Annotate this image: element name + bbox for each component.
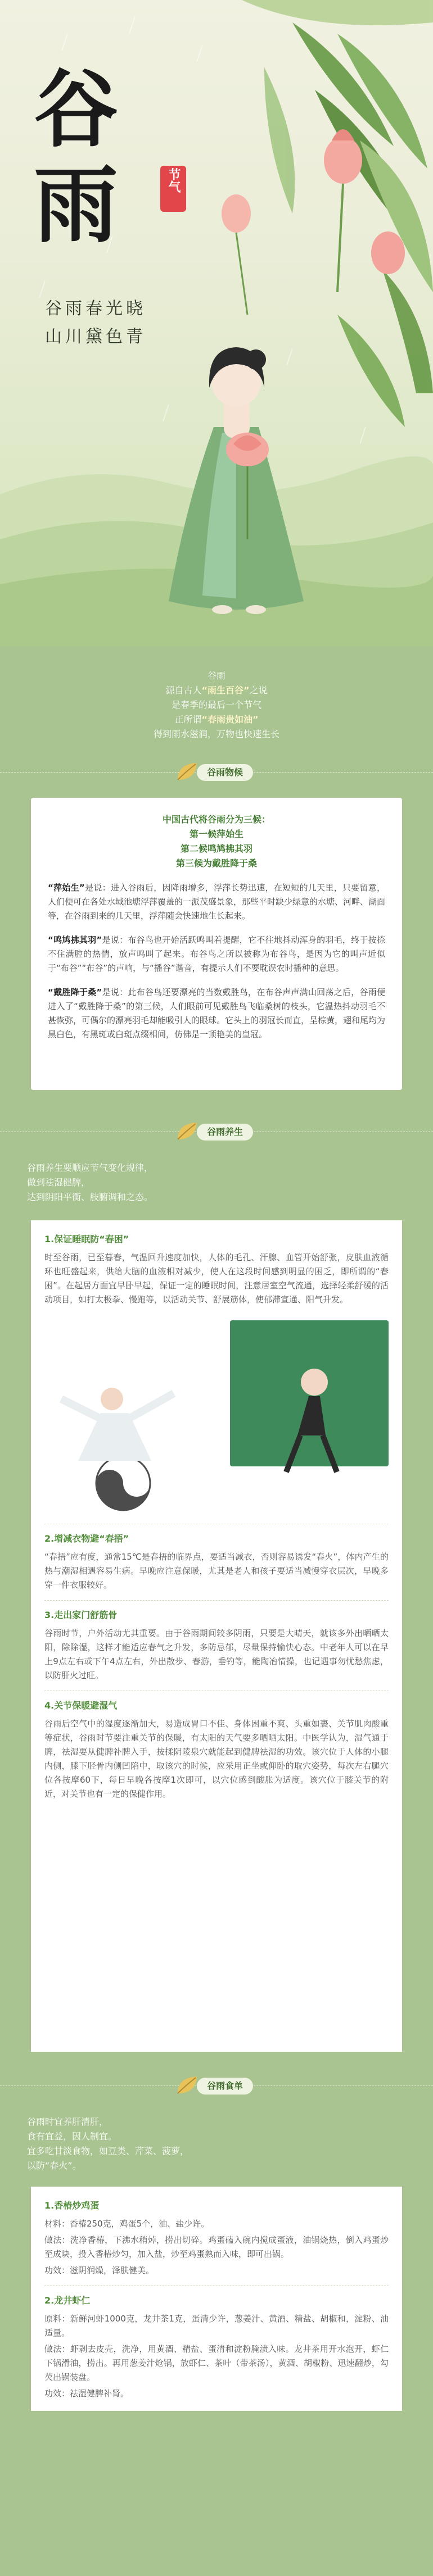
headline-line: 第二候鸣鸠拂其羽 — [180, 843, 252, 854]
plain-line: 谷雨时宜养肝清肝， — [27, 2116, 109, 2127]
topic-title: 3.走出家门舒筋骨 — [44, 1610, 118, 1620]
section-banner-wuhou — [0, 747, 433, 798]
headline-line: 第一候萍始生 — [189, 829, 243, 839]
topic-text: 谷雨后空气中的湿度逐渐加大，易造成胃口不佳、身体困重不爽、头重如裹、关节肌肉酸重等症状，谷雨时节要注重关节的保暖，有太阳的天气要多晒晒太阳。中医学认为，湿气通于脾，祛湿要从健脾补脾入手，按揉阴陵泉穴就能起到健脾祛湿的功效。该穴位于人体的小腿内侧，膝下胫骨内侧凹陷中，取该穴的时候，应采用正坐或仰卧的取穴姿势，每次左右腿穴位各按摩60下，每日早晚各按摩1次即可，以穴位感到酸胀为适度。该穴位于膝关节的附近，对关节也有一定的保健作用。 — [44, 1719, 389, 1799]
jieqi-seal — [160, 166, 186, 212]
intro-line: 谷雨 — [207, 670, 225, 681]
hero-title — [34, 62, 118, 253]
exercise-illustration — [44, 1315, 389, 1517]
paragraph-body: 是说：布谷鸟也开始活跃鸣叫着提醒，它不往地抖动浑身的羽毛，终于按捺不住满腔的热情，放声鸣叫了起来。布谷鸟之所以被称为布谷鸟，是因为它的叫声近似于“布谷”“布谷”的声响，与“播谷”谐音，有提示人们不要耽误农时播种的意思。 — [48, 935, 385, 973]
intro-line: 是春季的最后一个节气 — [171, 699, 261, 710]
topic-title: 4.关节保暖避湿气 — [44, 1700, 118, 1711]
paragraph-body: 是说：进入谷雨后，因降雨增多，浮萍长势迅速，在短短的几天里，只要留意，人们便可在各处水域池塘浮萍覆盖的一派茂盛景象，那些平时缺少绿意的水塘、河畔、湖面等，在谷雨到来的几天里，浮萍随会快速地生长起来。 — [48, 883, 386, 921]
wuhou-card — [31, 798, 402, 1090]
recipe-title: 1.香椿炒鸡蛋 — [44, 2200, 100, 2211]
recipe-ingredients: 材料：香椿250克，鸡蛋5个，油、盐少许。 — [44, 2219, 210, 2229]
poem-line-2: 山川黛色青 — [45, 327, 146, 347]
paragraph-body: 是说：此布谷鸟还要漂亮的当数戴胜鸟，在布谷声声满山回荡之后，谷雨便进入了“戴胜降于桑”的第三候，人们眼前可见戴胜鸟飞临桑树的枝头，它温热抖动羽毛不甚恢弥，可偶尔的漂亮羽毛却能吸引人的眼球。它头上的羽冠长而直，呈棕黄，翅和尾均为黑白色，有黑斑或白斑点缀相间，仿佛是一顶艳美的皇冠。 — [48, 987, 386, 1039]
shidan-intro — [27, 2111, 406, 2181]
yangsheng-card — [31, 1220, 402, 2052]
plain-line: 谷雨养生要顺应节气变化规律， — [27, 1162, 154, 1173]
poem-line-1: 谷雨春光晓 — [45, 299, 146, 319]
headline-line: 中国古代将谷雨分为三候： — [162, 814, 270, 825]
topic-title: 1.保证睡眠防“春困” — [44, 1234, 129, 1244]
plain-line: 做到祛湿健脾， — [27, 1177, 91, 1188]
topic-text: 谷雨时节，户外活动尤其重要。由于谷雨期间较多阴雨，只要是大晴天，就该多外出晒晒太阳，除除湿，这样才能适应春气之升发，多防忌郁，尽量保持愉快心态。中老年人可以在早上9点左右或下午4点左右，外出散步、春游，垂钓等，能陶冶情操，也记遇事勿忧愁焦虑，以防肝火过旺。 — [44, 1628, 389, 1680]
recipe-method: 做法：虾剥去皮壳，洗净，用黄酒、精盐、蛋清和淀粉腌渍入味。龙井茶用开水泡开，虾仁下锅滑油，捞出。再用葱姜汁炝锅，放虾仁、茶叶（带茶汤），黄酒、胡椒粉、迅速翻炒，勾芡出锅装盘。 — [44, 2344, 389, 2382]
hero-banner — [0, 0, 433, 646]
recipe-method: 做法：洗净香椿，下沸水稍焯，捞出切碎。鸡蛋磕入碗内搅成蛋液，油锅烧热，倒入鸡蛋炒至成块，投入香椿炒匀，加入盐，炒至鸡蛋熟而入味，即可出锅。 — [44, 2235, 389, 2259]
plain-line: 以防“春火”。 — [27, 2160, 82, 2171]
intro-line — [0, 712, 433, 727]
headline-line: 第三候为戴胜降于桑 — [175, 858, 257, 869]
recipe-title: 2.龙井虾仁 — [44, 2295, 91, 2306]
yangsheng-intro — [27, 1157, 406, 1212]
plain-line: 宜多吃甘淡食物，如豆类、芹菜、菠萝， — [27, 2146, 190, 2156]
topic-title: 2.增减衣物避“春捂” — [44, 1533, 129, 1544]
recipe-effect: 功效：祛湿健脾补肾。 — [44, 2388, 129, 2398]
intro-highlight: “春雨贵如油” — [201, 714, 259, 725]
topic-text: 时至谷雨，已至暮春，气温回升速度加快，人体的毛孔、汗腺、血管开始舒张，皮肤血液循环也旺盛起来，供给大脑的血液相对减少，使人在这段时间感到明显的困乏，即所谓的“春困”。在起居方面宜早卧早起，保证一定的睡眠时间，注意居室空气流通，选择轻柔舒缓的活动项目，如打太极拳、慢跑等，以活动关节、舒展筋体，使郁滞宣通、阳气升发。 — [44, 1252, 389, 1305]
section-label: 谷雨食单 — [197, 2078, 253, 2095]
paragraph-lead: “萍始生” — [48, 883, 85, 893]
girl-figure-icon — [169, 347, 304, 614]
exercise-scene-icon — [44, 1315, 389, 1517]
shidan-card — [31, 2187, 402, 2411]
title-char-1: 谷 — [34, 60, 119, 159]
plain-line: 达到阴阳平衡、肢腑调和之态。 — [27, 1192, 154, 1202]
intro-line: 得到雨水滋润，万物也快速生长 — [153, 729, 279, 739]
intro-line-part: 之说 — [249, 685, 268, 696]
recipe-ingredients: 原料：新鲜河虾1000克，龙井茶1克，蛋清少许，葱姜汁、黄酒、精盐、胡椒和，淀粉、油适量。 — [44, 2314, 389, 2338]
section-label: 谷雨养生 — [197, 1124, 253, 1141]
topic-text: “春捂”应有度，通常15℃是春捂的临界点，要适当减衣，否则容易诱发“春火”，体内产生的热与潮湿相遇容易生病。早晚应注意保暖，尤其是老人和孩子要适当减慢穿衣层次，早晚多穿一件衣服较好。 — [44, 1552, 389, 1590]
wuhou-paragraph-3 — [48, 985, 385, 1042]
intro-line-part: 源自古人 — [165, 685, 202, 696]
wuhou-headline — [48, 812, 385, 871]
wuhou-paragraph-1 — [48, 881, 385, 923]
title-char-2: 雨 — [34, 156, 119, 255]
section-label: 谷雨物候 — [197, 764, 253, 781]
topic-divider — [44, 1600, 389, 1601]
hero-poem — [45, 295, 146, 351]
seal-text: 节气 — [166, 168, 181, 193]
intro-highlight: “雨生百谷” — [201, 685, 250, 696]
intro — [0, 646, 433, 747]
section-banner-yangsheng — [0, 1107, 433, 1157]
section-banner-shidan — [0, 2061, 433, 2111]
recipe-effect: 功效：滋阴润燥，泽肤健美。 — [44, 2265, 155, 2275]
paragraph-lead: “鸣鸠拂其羽” — [48, 935, 102, 945]
paragraph-lead: “戴胜降于桑” — [48, 987, 102, 997]
intro-line — [0, 683, 433, 698]
wuhou-paragraph-2 — [48, 933, 385, 975]
intro-line-part: 正所谓 — [174, 714, 202, 725]
plain-line: 食有宜益，因人制宜。 — [27, 2131, 118, 2142]
